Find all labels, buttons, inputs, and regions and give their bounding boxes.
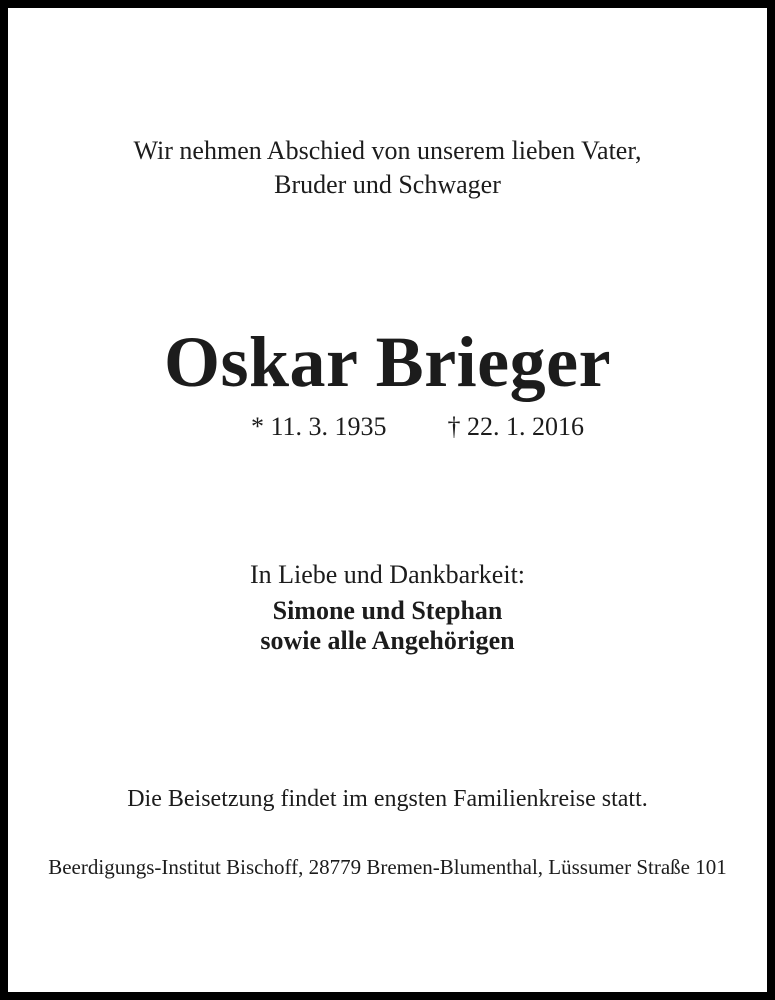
death-date: † 22. 1. 2016: [447, 412, 585, 441]
funeral-note: Die Beisetzung findet im engsten Familienkreise statt.: [127, 786, 648, 812]
funeral-home-line: Beerdigungs-Institut Bischoff, 28779 Bremen-Blumenthal, Lüssumer Straße 101: [48, 855, 727, 879]
intro-line-2: Bruder und Schwager: [274, 170, 501, 199]
family-line-1: Simone und Stephan: [272, 596, 503, 625]
mourning-family: [8, 596, 767, 656]
gratitude-line: In Liebe und Dankbarkeit:: [249, 560, 526, 589]
life-dates: [38, 411, 775, 443]
birth-date: * 11. 3. 1935: [250, 412, 387, 441]
deceased-name: Oskar Brieger: [163, 322, 612, 402]
intro-line-1: Wir nehmen Abschied von unserem lieben Vater,: [133, 136, 642, 165]
family-line-2: sowie alle Angehörigen: [260, 626, 515, 655]
intro-text: [8, 134, 767, 202]
